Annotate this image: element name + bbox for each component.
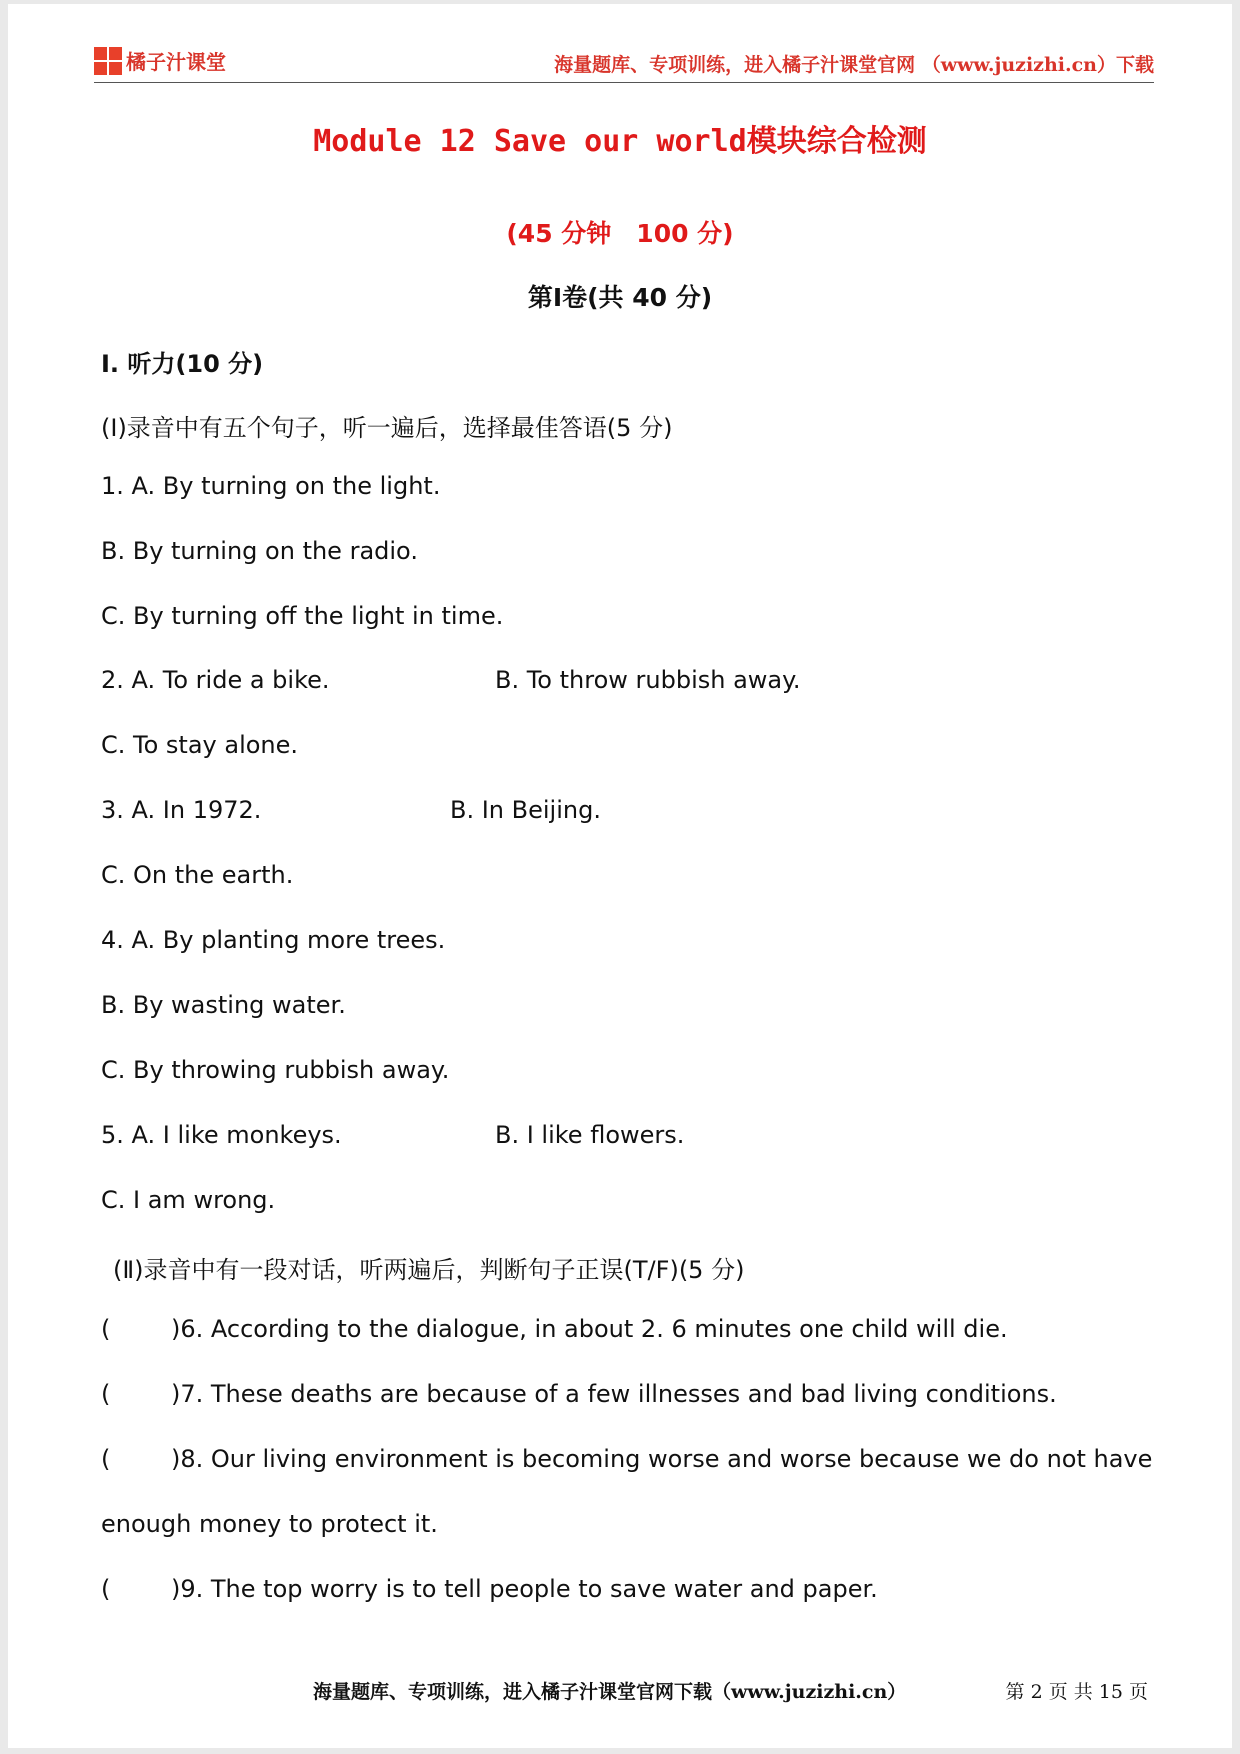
- answer-blank[interactable]: (: [101, 1315, 111, 1343]
- q4-option-a: 4. A. By planting more trees.: [101, 926, 446, 954]
- page-header: [94, 42, 1154, 83]
- answer-blank[interactable]: (: [101, 1445, 111, 1473]
- tf-question-7-text: )7. These deaths are because of a few illnesses and bad living conditions.: [171, 1380, 1057, 1408]
- q1-option-b: B. By turning on the radio.: [101, 537, 418, 565]
- part1-instructions: (Ⅰ)录音中有五个句子，听一遍后，选择最佳答语(5 分): [101, 414, 673, 442]
- logo: [94, 46, 226, 75]
- q2-option-b: B. To throw rubbish away.: [495, 666, 801, 694]
- tf-question-6-text: )6. According to the dialogue, in about 2. 6 minutes one child will die.: [171, 1315, 1008, 1343]
- page-number: 第 2 页 共 15 页: [1005, 1681, 1148, 1703]
- tf-question-8-continued: enough money to protect it.: [101, 1510, 438, 1538]
- logo-text: 橘子汁课堂: [126, 50, 226, 74]
- q2-option-a: 2. A. To ride a bike.: [101, 666, 330, 694]
- q3-option-c: C. On the earth.: [101, 861, 294, 889]
- section-listening-heading: Ⅰ. 听力(10 分): [101, 350, 264, 378]
- q5-option-c: C. I am wrong.: [101, 1186, 276, 1214]
- q4-option-c: C. By throwing rubbish away.: [101, 1056, 450, 1084]
- q4-option-b: B. By wasting water.: [101, 991, 346, 1019]
- volume-heading: 第Ⅰ卷(共 40 分): [527, 283, 713, 312]
- exam-duration-score: (45 分钟 100 分): [506, 219, 734, 248]
- q3-option-b: B. In Beijing.: [450, 796, 601, 824]
- q5-option-a: 5. A. I like monkeys.: [101, 1121, 342, 1149]
- tf-question-9: [101, 1575, 878, 1603]
- q3-option-a: 3. A. In 1972.: [101, 796, 262, 824]
- q1-option-a: 1. A. By turning on the light.: [101, 472, 441, 500]
- tf-question-7: [101, 1380, 1057, 1408]
- tf-question-8: [101, 1445, 1152, 1473]
- page-title: Module 12 Save our world模块综合检测: [313, 124, 927, 159]
- logo-icon: [94, 47, 122, 75]
- page-footer-text: 海量题库、专项训练，进入橘子汁课堂官网下载（www.juzizhi.cn）: [313, 1681, 907, 1703]
- answer-blank[interactable]: (: [101, 1380, 111, 1408]
- q5-option-b: B. I like flowers.: [495, 1121, 685, 1149]
- tf-question-9-text: )9. The top worry is to tell people to save water and paper.: [171, 1575, 878, 1603]
- part2-instructions: (Ⅱ)录音中有一段对话，听两遍后，判断句子正误(T/F)(5 分): [113, 1256, 745, 1284]
- document-page: [8, 4, 1232, 1748]
- tf-question-6: [101, 1315, 1008, 1343]
- tf-question-8-text: )8. Our living environment is becoming worse and worse because we do not have: [171, 1445, 1153, 1473]
- answer-blank[interactable]: (: [101, 1575, 111, 1603]
- header-tagline: 海量题库、专项训练，进入橘子汁课堂官网 （www.juzizhi.cn）下载: [554, 54, 1154, 76]
- q1-option-c: C. By turning off the light in time.: [101, 602, 504, 630]
- q2-option-c: C. To stay alone.: [101, 731, 299, 759]
